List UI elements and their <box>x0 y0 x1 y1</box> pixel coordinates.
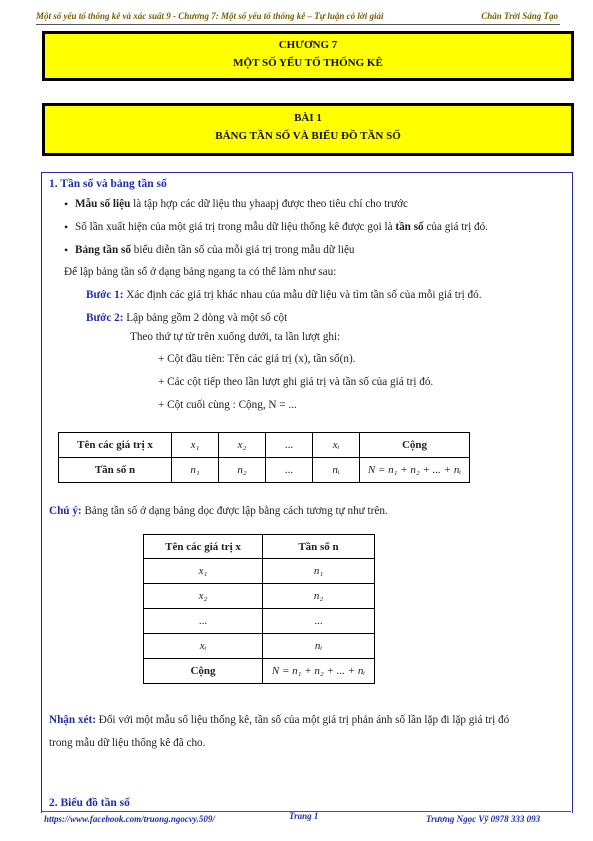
sub-item-3: + Cột cuối cùng : Cộng, N = ... <box>158 399 297 411</box>
table-cell: n₂ <box>263 584 375 609</box>
header-divider <box>36 24 560 25</box>
step-2 <box>86 312 287 324</box>
header-right: Chân Trời Sáng Tạo <box>481 11 558 21</box>
step-1-label: Bước 1: <box>86 289 124 301</box>
table-cell: n₁ <box>263 559 375 584</box>
page-number: Trang 1 <box>289 811 319 821</box>
chapter-name: MỘT SỐ YẾU TỐ THỐNG KÊ <box>233 57 383 69</box>
bullet-frequency-table <box>75 244 355 256</box>
term-sample: Mẫu số liệu <box>75 198 131 210</box>
table-row <box>144 659 375 684</box>
term-frequency: tần số <box>395 221 424 233</box>
step-1 <box>86 289 482 301</box>
table-row <box>144 559 375 584</box>
note-text: Bảng tần số ở dạng bảng dọc được lập bằng cách tương tự như trên. <box>81 505 388 517</box>
order-text: Theo thứ tự từ trên xuống dưới, ta lần lượt ghi: <box>130 331 341 343</box>
table-row <box>144 535 375 559</box>
step-1-text: Xác định các giá trị khác nhau của mẫu dữ liệu và tìm tần số của mỗi giá trị đó. <box>123 289 482 301</box>
table-cell: x₂ <box>144 584 263 609</box>
note <box>49 505 388 517</box>
bullet-frequency <box>75 221 488 233</box>
table-cell: Tên các giá trị x <box>144 535 263 559</box>
step-2-text: Lập bảng gồm 2 dòng và một số cột <box>123 312 288 324</box>
lesson-title-box <box>42 103 574 156</box>
table-cell: nᵢ <box>263 634 375 659</box>
chapter-title-box <box>42 31 574 81</box>
bullet-text: biểu diễn tần số của mỗi giá trị trong mẫu dữ liệu <box>130 244 355 256</box>
table-cell: xᵢ <box>144 634 263 659</box>
table-cell: ... <box>144 609 263 634</box>
lesson-name: BẢNG TẦN SỐ VÀ BIỂU ĐỒ TẦN SỐ <box>215 130 401 142</box>
table-cell: Cộng <box>144 659 263 684</box>
footer-link[interactable]: https://www.facebook.com/truong.ngocvy.509/ <box>44 814 215 824</box>
sub-item-1: + Cột đầu tiên: Tên các giá trị (x), tần số(n). <box>158 353 356 365</box>
table-cell: x₁ <box>172 433 219 458</box>
table-row <box>144 609 375 634</box>
chapter-number: CHƯƠNG 7 <box>278 39 338 51</box>
section-1-title: 1. Tần số và bảng tần số <box>49 178 167 190</box>
table-cell: N = n₁ + n₂ + ... + nᵢ <box>360 458 470 483</box>
table-cell: N = n₁ + n₂ + ... + nᵢ <box>263 659 375 684</box>
table-row <box>144 634 375 659</box>
sub-item-2: + Các cột tiếp theo lần lượt ghi giá trị và tần số của giá trị đó. <box>158 376 434 388</box>
table-cell: ... <box>263 609 375 634</box>
bullet-text: là tập hợp các dữ liệu thu yhaapj được theo tiêu chí cho trước <box>130 198 408 210</box>
term-frequency-table: Bảng tần số <box>75 244 131 256</box>
table-cell: nᵢ <box>313 458 360 483</box>
intro-text: Để lập bảng tần số ở dạng bảng ngang ta có thể làm như sau: <box>64 266 337 278</box>
header-left: Một số yếu tố thống kê và xác suất 9 - Chương 7: Một số yếu tố thống kê – Tự luận có lời giải <box>36 11 384 21</box>
table-row <box>59 458 470 483</box>
table-cell: Tần số n <box>59 458 172 483</box>
table-cell: xᵢ <box>313 433 360 458</box>
page-header <box>36 11 558 21</box>
table-cell: ... <box>266 458 313 483</box>
horizontal-frequency-table <box>58 432 470 483</box>
table-cell: Tần số n <box>263 535 375 559</box>
table-cell: ... <box>266 433 313 458</box>
remark-line-2: trong mẫu dữ liệu thống kê đã cho. <box>49 737 206 749</box>
remark-line-1 <box>49 714 509 726</box>
section-2-title: 2. Biểu đồ tần số <box>49 797 130 809</box>
note-label: Chú ý: <box>49 505 82 517</box>
table-cell: Tên các giá trị x <box>59 433 172 458</box>
table-cell: n₁ <box>172 458 219 483</box>
bullet-text: Số lần xuất hiện của một giá trị trong mẫu dữ liệu thống kê được gọi là <box>75 221 396 233</box>
table-cell: Cộng <box>360 433 470 458</box>
lesson-number: BÀI 1 <box>294 112 322 124</box>
table-cell: x₂ <box>219 433 266 458</box>
bullet-text: của giá trị đó. <box>423 221 488 233</box>
step-2-label: Bước 2: <box>86 312 124 324</box>
table-row <box>59 433 470 458</box>
vertical-frequency-table <box>143 534 375 684</box>
bullet-sample-data <box>75 198 408 210</box>
remark-label: Nhận xét: <box>49 714 96 726</box>
footer-author: Trương Ngọc Vỹ 0978 333 093 <box>426 814 541 824</box>
table-cell: n₂ <box>219 458 266 483</box>
table-row <box>144 584 375 609</box>
table-cell: x₁ <box>144 559 263 584</box>
remark-text: Đối với một mẫu số liệu thống kê, tần số của một giá trị phản ánh số lần lặp đi lặp giá trị đó <box>95 714 510 726</box>
